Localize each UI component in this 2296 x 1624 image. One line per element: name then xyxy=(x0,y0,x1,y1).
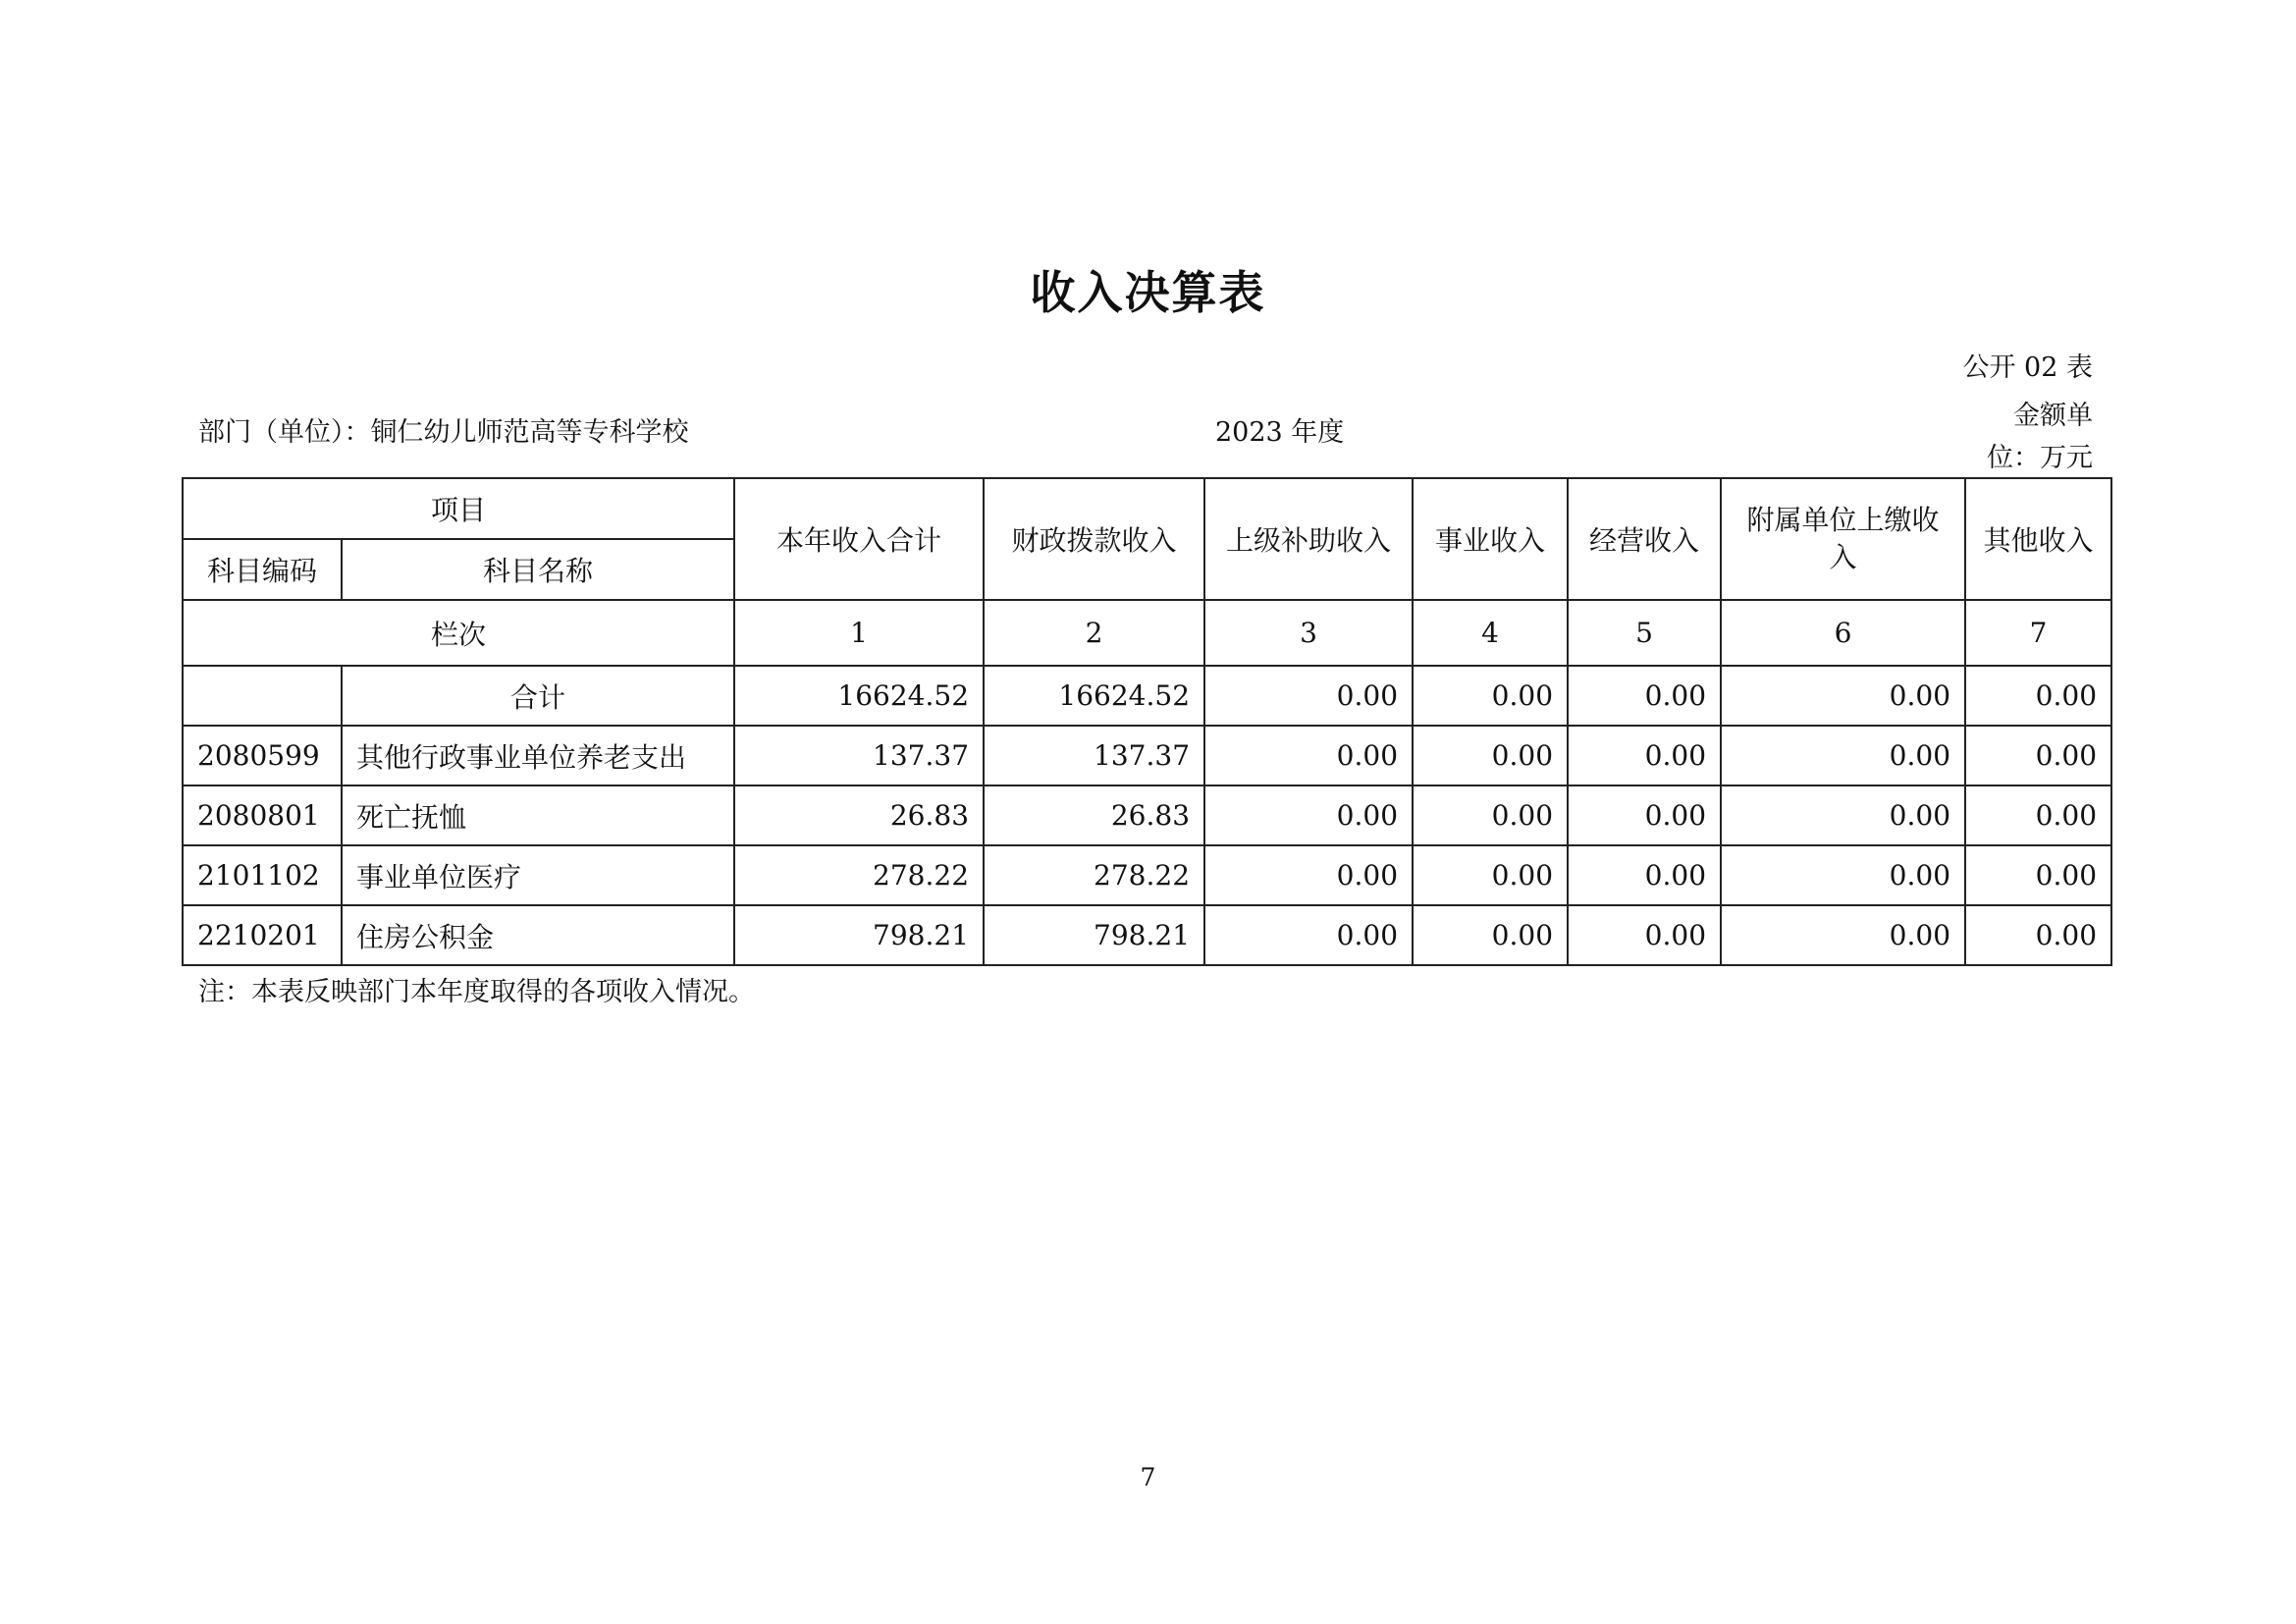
header-col-fiscal-appropriation: 财政拨款收入 xyxy=(984,478,1204,600)
amount-cell: 26.83 xyxy=(734,785,984,845)
subject-code-cell: 2080599 xyxy=(183,726,342,785)
amount-cell: 16624.52 xyxy=(734,666,984,726)
amount-cell: 0.00 xyxy=(1965,666,2111,726)
amount-cell: 0.00 xyxy=(1965,845,2111,905)
amount-cell: 798.21 xyxy=(984,905,1204,965)
amount-cell: 0.00 xyxy=(1413,905,1568,965)
subject-name-cell: 事业单位医疗 xyxy=(342,845,734,905)
amount-cell: 0.00 xyxy=(1965,785,2111,845)
header-col-other-income: 其他收入 xyxy=(1965,478,2111,600)
column-number-row xyxy=(183,600,2111,666)
table-row xyxy=(183,905,2111,965)
subject-name-cell: 其他行政事业单位养老支出 xyxy=(342,726,734,785)
header-subject-name: 科目名称 xyxy=(342,539,734,600)
header-col-superior-subsidy: 上级补助收入 xyxy=(1204,478,1413,600)
subject-name-cell: 死亡抚恤 xyxy=(342,785,734,845)
amount-cell: 0.00 xyxy=(1204,905,1413,965)
amount-cell: 278.22 xyxy=(734,845,984,905)
amount-cell: 0.00 xyxy=(1204,845,1413,905)
amount-cell: 0.00 xyxy=(1568,905,1721,965)
page-number: 7 xyxy=(1140,1463,1156,1491)
header-col-affiliate-remittance: 附属单位上缴收入 xyxy=(1721,478,1965,600)
amount-cell: 0.00 xyxy=(1721,726,1965,785)
header-project: 项目 xyxy=(183,478,734,539)
table-row xyxy=(183,785,2111,845)
amount-cell: 0.00 xyxy=(1204,726,1413,785)
column-number-label: 栏次 xyxy=(183,600,734,666)
subject-code-cell: 2210201 xyxy=(183,905,342,965)
amount-cell: 0.00 xyxy=(1413,845,1568,905)
department-label: 部门（单位）：铜仁幼儿师范高等专科学校 xyxy=(198,417,689,448)
amount-cell: 0.00 xyxy=(1721,905,1965,965)
subject-code-cell xyxy=(183,666,342,726)
column-number: 7 xyxy=(1965,600,2111,666)
column-number: 5 xyxy=(1568,600,1721,666)
amount-cell: 137.37 xyxy=(984,726,1204,785)
column-number: 4 xyxy=(1413,600,1568,666)
form-number: 公开 02 表 xyxy=(1962,352,2093,383)
amount-cell: 798.21 xyxy=(734,905,984,965)
amount-cell: 0.00 xyxy=(1568,666,1721,726)
amount-cell: 0.00 xyxy=(1413,666,1568,726)
header-col-business-income: 事业收入 xyxy=(1413,478,1568,600)
amount-cell: 26.83 xyxy=(984,785,1204,845)
subject-name-cell: 住房公积金 xyxy=(342,905,734,965)
amount-unit-line2: 位：万元 xyxy=(1987,443,2093,473)
amount-cell: 278.22 xyxy=(984,845,1204,905)
column-number: 3 xyxy=(1204,600,1413,666)
amount-cell: 0.00 xyxy=(1721,845,1965,905)
page-title: 收入决算表 xyxy=(1030,266,1266,319)
amount-cell: 16624.52 xyxy=(984,666,1204,726)
table-note: 注：本表反映部门本年度取得的各项收入情况。 xyxy=(198,977,755,1007)
income-final-accounts-table xyxy=(182,477,2112,966)
amount-cell: 0.00 xyxy=(1965,726,2111,785)
amount-cell: 0.00 xyxy=(1721,666,1965,726)
table-row-total xyxy=(183,666,2111,726)
amount-unit xyxy=(1975,395,2093,479)
amount-cell: 0.00 xyxy=(1413,785,1568,845)
amount-cell: 137.37 xyxy=(734,726,984,785)
subject-code-cell: 2080801 xyxy=(183,785,342,845)
fiscal-year: 2023 年度 xyxy=(1215,417,1345,448)
table-row xyxy=(183,845,2111,905)
amount-cell: 0.00 xyxy=(1568,726,1721,785)
amount-cell: 0.00 xyxy=(1413,726,1568,785)
amount-cell: 0.00 xyxy=(1568,785,1721,845)
amount-cell: 0.00 xyxy=(1965,905,2111,965)
table-row xyxy=(183,726,2111,785)
amount-cell: 0.00 xyxy=(1721,785,1965,845)
column-number: 1 xyxy=(734,600,984,666)
header-col-operating-income: 经营收入 xyxy=(1568,478,1721,600)
subject-name-cell: 合计 xyxy=(342,666,734,726)
amount-cell: 0.00 xyxy=(1204,785,1413,845)
header-col-total-income: 本年收入合计 xyxy=(734,478,984,600)
column-number: 6 xyxy=(1721,600,1965,666)
header-subject-code: 科目编码 xyxy=(183,539,342,600)
column-number: 2 xyxy=(984,600,1204,666)
amount-unit-line1: 金额单 xyxy=(2013,401,2093,431)
amount-cell: 0.00 xyxy=(1204,666,1413,726)
subject-code-cell: 2101102 xyxy=(183,845,342,905)
amount-cell: 0.00 xyxy=(1568,845,1721,905)
table-header-row xyxy=(183,478,2111,539)
